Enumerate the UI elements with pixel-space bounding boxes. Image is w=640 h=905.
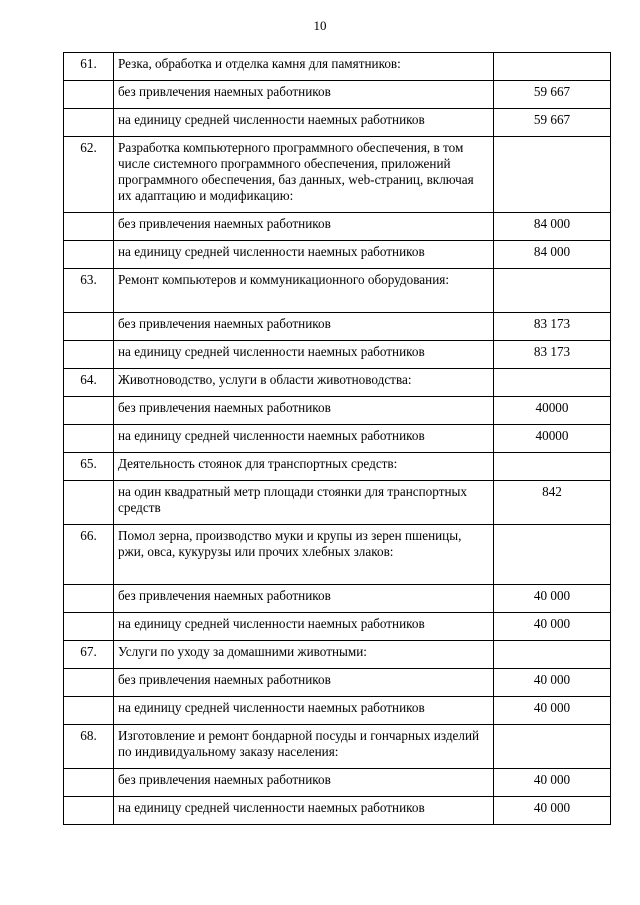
table-row: [64, 425, 611, 453]
item-value: 84 000: [494, 213, 611, 241]
item-value: [494, 641, 611, 669]
item-description: на единицу средней численности наемных работников: [114, 109, 494, 137]
item-value: 40 000: [494, 613, 611, 641]
item-description: без привлечения наемных работников: [114, 397, 494, 425]
item-description: без привлечения наемных работников: [114, 769, 494, 797]
item-value: 40 000: [494, 797, 611, 825]
item-description: без привлечения наемных работников: [114, 81, 494, 109]
item-number: [64, 313, 114, 341]
item-number: [64, 585, 114, 613]
item-value: 40 000: [494, 769, 611, 797]
item-description: без привлечения наемных работников: [114, 213, 494, 241]
item-value: 842: [494, 481, 611, 525]
table-row: [64, 769, 611, 797]
table-row: [64, 641, 611, 669]
table-row: [64, 313, 611, 341]
table-row: [64, 725, 611, 769]
item-description: Резка, обработка и отделка камня для памятников:: [114, 53, 494, 81]
item-number: [64, 397, 114, 425]
table-row: [64, 797, 611, 825]
table-row: [64, 481, 611, 525]
item-number: 66.: [64, 525, 114, 585]
item-value: [494, 453, 611, 481]
item-number: [64, 769, 114, 797]
table-row: [64, 613, 611, 641]
table-row: [64, 109, 611, 137]
item-value: [494, 269, 611, 313]
table-row: [64, 397, 611, 425]
item-number: [64, 81, 114, 109]
item-number: [64, 669, 114, 697]
item-value: [494, 725, 611, 769]
item-description: на единицу средней численности наемных работников: [114, 241, 494, 269]
tariff-table: [63, 52, 611, 825]
item-value: [494, 137, 611, 213]
item-description: Услуги по уходу за домашними животными:: [114, 641, 494, 669]
item-value: 83 173: [494, 313, 611, 341]
item-number: 65.: [64, 453, 114, 481]
item-number: 64.: [64, 369, 114, 397]
item-number: [64, 341, 114, 369]
table-row: [64, 697, 611, 725]
item-value: 40 000: [494, 669, 611, 697]
item-number: [64, 613, 114, 641]
table-row: [64, 137, 611, 213]
item-value: 40 000: [494, 585, 611, 613]
item-number: [64, 797, 114, 825]
item-value: 59 667: [494, 81, 611, 109]
item-number: [64, 425, 114, 453]
item-number: [64, 213, 114, 241]
item-description: Помол зерна, производство муки и крупы из зерен пшеницы, ржи, овса, кукурузы или прочих хлебных злаков:: [114, 525, 494, 585]
table-row: [64, 369, 611, 397]
table-row: [64, 53, 611, 81]
item-value: [494, 53, 611, 81]
item-number: 62.: [64, 137, 114, 213]
item-description: на единицу средней численности наемных работников: [114, 425, 494, 453]
item-value: [494, 369, 611, 397]
table-row: [64, 81, 611, 109]
item-number: 67.: [64, 641, 114, 669]
item-number: [64, 109, 114, 137]
item-value: [494, 525, 611, 585]
table-row: [64, 269, 611, 313]
item-description: Разработка компьютерного программного обеспечения, в том числе системного программного обеспечения, приложений программного обеспечения, баз данных, web-страниц, включая их адаптацию и модификацию:: [114, 137, 494, 213]
item-number: [64, 241, 114, 269]
item-value: 40000: [494, 397, 611, 425]
item-value: 40 000: [494, 697, 611, 725]
item-number: [64, 481, 114, 525]
table-row: [64, 669, 611, 697]
item-description: без привлечения наемных работников: [114, 669, 494, 697]
item-description: на единицу средней численности наемных работников: [114, 341, 494, 369]
item-value: 84 000: [494, 241, 611, 269]
item-description: Ремонт компьютеров и коммуникационного оборудования:: [114, 269, 494, 313]
item-description: без привлечения наемных работников: [114, 585, 494, 613]
item-description: на единицу средней численности наемных работников: [114, 797, 494, 825]
item-description: Изготовление и ремонт бондарной посуды и гончарных изделий по индивидуальному заказу населения:: [114, 725, 494, 769]
item-description: без привлечения наемных работников: [114, 313, 494, 341]
item-value: 40000: [494, 425, 611, 453]
table-row: [64, 585, 611, 613]
item-description: Деятельность стоянок для транспортных средств:: [114, 453, 494, 481]
item-number: 61.: [64, 53, 114, 81]
table-row: [64, 341, 611, 369]
item-number: 63.: [64, 269, 114, 313]
item-description: на один квадратный метр площади стоянки для транспортных средств: [114, 481, 494, 525]
page-number: 10: [313, 18, 327, 33]
table-row: [64, 453, 611, 481]
item-description: на единицу средней численности наемных работников: [114, 697, 494, 725]
table-row: [64, 525, 611, 585]
table-row: [64, 213, 611, 241]
item-description: Животноводство, услуги в области животноводства:: [114, 369, 494, 397]
item-description: на единицу средней численности наемных работников: [114, 613, 494, 641]
table-row: [64, 241, 611, 269]
item-number: 68.: [64, 725, 114, 769]
item-number: [64, 697, 114, 725]
item-value: 59 667: [494, 109, 611, 137]
item-value: 83 173: [494, 341, 611, 369]
